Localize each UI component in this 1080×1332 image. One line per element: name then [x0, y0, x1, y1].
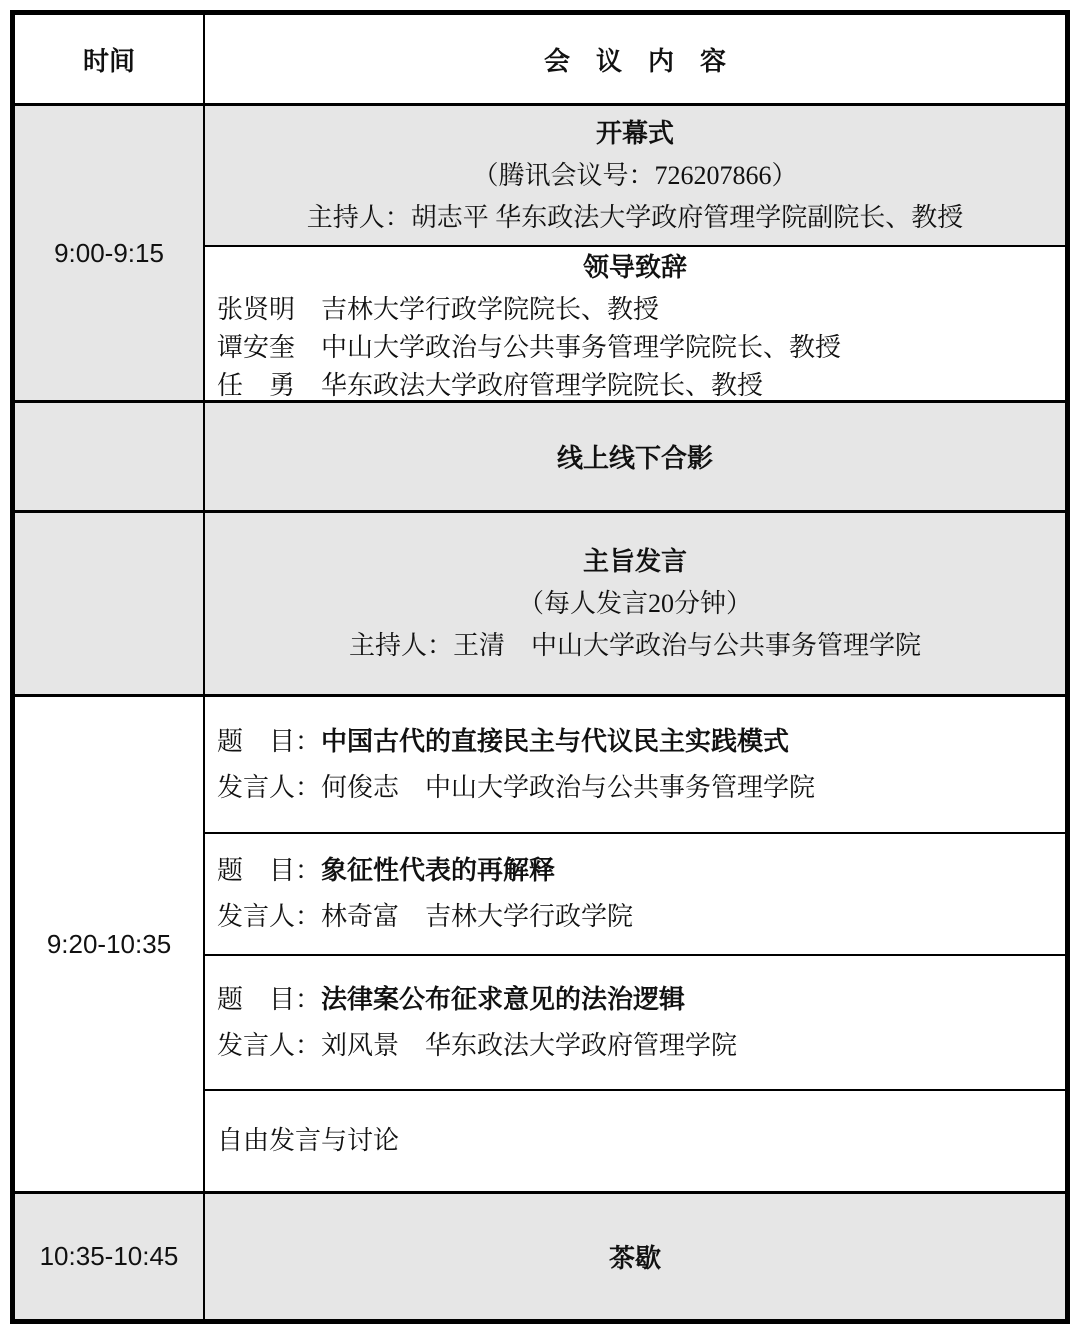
talk-topic-line [205, 856, 1065, 886]
speaker-text: 何俊志 中山大学政治与公共事务管理学院 [321, 772, 816, 802]
opening-title: 开幕式 [595, 118, 674, 148]
session2-row [15, 694, 1065, 1191]
topic-label: 题 目： [217, 984, 322, 1014]
session2-content [205, 697, 1065, 1191]
keynote-title: 主旨发言 [582, 546, 687, 576]
topic-text: 中国古代的直接民主与代议民主实践模式 [321, 726, 790, 756]
discussion-cell [205, 1089, 1065, 1191]
header-row [15, 15, 1065, 103]
talk-cell [205, 697, 1065, 832]
keynote-header-row [15, 510, 1065, 694]
photo-label: 线上线下合影 [556, 444, 713, 473]
meeting-id-line: （腾讯会议号：726207866） [472, 160, 798, 190]
leader-speeches-cell [205, 245, 1065, 405]
break-cell [205, 1194, 1065, 1319]
speaker-label: 发言人： [217, 902, 322, 931]
time-column-header: 时间 [15, 15, 205, 103]
speaker-label: 发言人： [217, 1030, 322, 1060]
photo-cell [205, 403, 1065, 510]
photo-time [15, 403, 205, 510]
topic-label: 题 目： [217, 726, 322, 756]
talk-topic-line [205, 985, 1065, 1015]
session1-content [205, 106, 1065, 400]
keynote-host-line: 主持人：王清 中山大学政治与公共事务管理学院 [348, 630, 921, 660]
speaker-text: 林奇富 吉林大学行政学院 [321, 902, 634, 931]
content-column-header: 会 议 内 容 [543, 46, 726, 76]
speaker-line: 张贤明 吉林大学行政学院院长、教授 [217, 295, 660, 324]
keynote-time [15, 513, 205, 694]
break-row [15, 1191, 1065, 1319]
talk-speaker-line [205, 902, 1065, 932]
topic-text: 法律案公布征求意见的法治逻辑 [321, 984, 686, 1014]
talk-topic-line [205, 727, 1065, 757]
session1-row [15, 103, 1065, 400]
keynote-note: （每人发言20分钟） [517, 588, 752, 618]
talk-cell [205, 954, 1065, 1089]
talk-speaker-line [205, 773, 1065, 803]
break-label: 茶歇 [608, 1244, 661, 1273]
photo-row [15, 400, 1065, 510]
discussion-label: 自由发言与讨论 [217, 1126, 400, 1155]
speaker-line: 谭安奎 中山大学政治与公共事务管理学院院长、教授 [217, 333, 842, 362]
opening-host-line: 主持人：胡志平 华东政法大学政府管理学院副院长、教授 [306, 202, 964, 232]
session1-time: 9:00-9:15 [15, 106, 205, 400]
break-time: 10:35-10:45 [15, 1194, 205, 1319]
session2-time: 9:20-10:35 [15, 697, 205, 1191]
topic-text: 象征性代表的再解释 [321, 856, 556, 885]
talk-speaker-line [205, 1031, 1065, 1061]
speaker-list [205, 289, 1065, 405]
agenda-table [10, 10, 1070, 1324]
speaker-text: 刘风景 华东政法大学政府管理学院 [321, 1030, 738, 1060]
topic-label: 题 目： [217, 856, 322, 885]
speaker-line: 任 勇 华东政法大学政府管理学院院长、教授 [217, 371, 764, 400]
opening-ceremony-cell [205, 106, 1065, 245]
speeches-title: 领导致辞 [582, 253, 687, 282]
talk-cell [205, 832, 1065, 954]
speaker-label: 发言人： [217, 772, 322, 802]
keynote-header-cell [205, 513, 1065, 694]
